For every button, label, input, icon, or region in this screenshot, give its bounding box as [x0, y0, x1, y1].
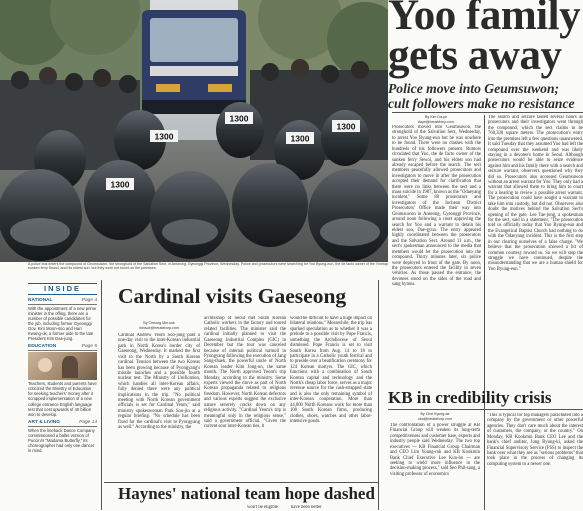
section-name: NATIONAL [28, 298, 53, 303]
kb-body-col1: The confrontation of a power struggle at KB Financial Group will weaken its long-term competitiveness and customer base, experts and industry people said Wednesday. The two top executives — KB Financial Group Chairman and CEO Lim Young-rok and KB Kookmin Bank Chief Executive Lee Kun-ho — are seeking to wield more influence in the decision-making process," said Seo Phil-sang, a visiting professor of economics [390, 423, 480, 477]
kb-headline[interactable]: KB in credibility crisis [388, 388, 552, 407]
page-ref: Page 5 [81, 344, 97, 350]
cardinal-body-col1: Cardinal Andrew Yeom Soo-jung paid a one-day visit to the inter-Korean industrial park in North Korea's border city of Gaeseong, Wednesday. It marked the first visit to the North by a South Korean cardinal. Tension between the two Koreas has been growing because of Pyongyang's missile launches and a possible fourth nuclear test. The Ministry of Unification, which handles all inter-Korean affairs, fully denied there were any political implications in the trip. "No political meeting with North Korean government officials is set for Cardinal Yeom," said ministry spokeswoman Park Soo-jin at a regular briefing. "No schedule has been fixed for the cardinal's visit to Pyongyang as well." According to the ministry, the [118, 333, 200, 431]
helmet-number: 1300 [229, 113, 249, 124]
kb-rule [388, 409, 583, 410]
inside-education[interactable] [28, 344, 97, 416]
section-name: ART & LIVING [28, 419, 60, 425]
cardinal-body-col2: archbishop of Seoul met South Korean Catholic workers in the factory and toured related facilities. The minister said the cardinal initially planned to visit the Gaeseong Industrial Complex (GIC) in December but the tour was canceled because of internal political turmoil in Pyongyang following the execution of Jang Song-thaek, the powerful uncle of North Korean leader Kim Jong-un, the same month. The North approved Yeom's trip Monday, according to the ministry. Some experts viewed the move as part of North Korean propaganda related to religious freedom. However, North Korean defectors and various experts suggest the exclusive nature severely cracks down on any religious activity. "Cardinal Yeom's trip is meaningful only in the religious sense," said a government official. "Given the current sour inter-Korean ties, it [204, 316, 286, 430]
haynes-body-col2: have been better [291, 505, 322, 510]
inside-sidebar [28, 283, 97, 453]
haynes-rule [104, 482, 378, 483]
kb-body-col2: "This is typical for top managers parachuted into a company by the government or other powerful agencies. They don't care much about the interest of customers, the company, or the country." On Monday, KB Kookmin Bank CEO Lee and the bank's chief auditor, Jung Byung-ki, asked the Financial Supervisory Service (FSS) to inspect the bank over what they see as "serious problems" that took place in the process of changing its computing system to a newer one. [487, 413, 583, 467]
inside-section-head [28, 298, 97, 305]
deck-rule [392, 112, 583, 113]
page-ref: Page 4 [81, 298, 97, 303]
lead-byline-email: daye@heraldcorp.com [417, 119, 455, 124]
haynes-body-col1: won't be eligible [247, 505, 279, 510]
lead-body-col1: Prosecutors moved into Geumsuwon, the stronghold of the Salvation Sect, Wednesday, to arrest Yoo Byung-eun but he was nowhere to be found. There were no clashes with the hundreds of his followers present. Rumors circulated that Yoo, the de facto owner of the sunken ferry Sewol, and his eldest son had already escaped before the search. The sect members peacefully allowed prosecutors and investigators to move in after the prosecution accepted their demand for clarification that there were no links between the sect and a mass suicide in 1987, known as the "Odaeyang incident." Some 80 prosecutors and investigators of the Incheon District Prosecutors' Office made their way into Geumsuwon in Anseong, Gyeonggi Province, around noon following a court approving the search for Yoo and a warrant to detain his eldest son, Dae-gyun. The entry appeared highly coordinated between the prosecutors and the Salvation Sect. Around 11 a.m., the sect's spokesman announced to the media that members would let the prosecution into the compound. Thirty minutes later, six police were deployed in front of the gate. By noon, the prosecutors entered the facility in seven vehicles. As those passed the entrance, the devotees stood on the sides of the road and sang hymns. [392, 125, 481, 288]
lead-deck: Police move into Geumsuwon; cult followers make no resistance [388, 81, 575, 111]
photo-credit: Yonhap [375, 262, 388, 266]
haynes-headline[interactable]: Haynes' national team hope dashed [118, 484, 375, 503]
inside-section-head [28, 344, 97, 351]
inside-title: INSIDE [28, 283, 97, 295]
page-ref: Page 14 [79, 419, 97, 425]
inside-national[interactable] [28, 298, 97, 341]
helmet-number: 1300 [110, 179, 130, 190]
kb-byline [390, 412, 480, 421]
sidebar-rule [101, 280, 102, 510]
kb-byline-email: cka@heraldcorp.com [417, 416, 452, 421]
cardinal-body-col3: would be difficult to have a huge impact on bilateral relations." Meanwhile, the trip has sparked speculation as to whether it was a prelude to a possible visit by Pope Francis, something the Archdiocese of Seoul dismissed. Pope Francis is set to visit South Korea from Aug. 14 to 18 to participate in a Catholic youth festival and to preside over a beatification ceremony for 124 Korean martyrs. The GIC, which functions with a combination of South Korean capital and technology and the North's cheap labor force, serves as a major revenue source for the cash-strapped state and is also the only remaining symbol of inter-Korean cooperation. More than 44,000 North Koreans work for more than 100 South Korean firms, producing clothes, shoes, watches and other labor-intensive goods. [290, 316, 372, 425]
section-teaser: When the lineback Dance Company commissioned a ballet version of Puccini's "Madama Butterfly," its choreographer had only one dancer in mind. [28, 427, 95, 453]
police-bus-photo-illustration [0, 0, 388, 262]
lead-byline [392, 115, 480, 124]
lead-byline-name: By Kim Da-ye [425, 115, 447, 119]
helmet-number: 1300 [336, 121, 356, 132]
section-name: EDUCATION [28, 344, 57, 350]
helmet-number: 1300 [290, 133, 310, 144]
inside-art-living[interactable] [28, 420, 97, 453]
helmet-number: 1300 [154, 131, 174, 142]
lead-headline[interactable]: Yoo family gets away [388, 0, 581, 79]
photo-caption [28, 262, 388, 271]
section-teaser: Teachers, students and parents have criticized the Ministry of Education for seeking teachers' money after it scrapped implementation of a new college entrance English language test that cost upwards of 40 billion won to develop. [28, 381, 97, 417]
column-rule [378, 280, 379, 510]
kb-byline-name: By Choi Kyung-ae [420, 412, 450, 416]
inside-section-head [28, 420, 97, 427]
cardinal-byline-name: By Cheong Min-suk [143, 321, 175, 325]
education-thumbnail [28, 352, 97, 380]
lead-body-col2: The search and seizure lasted several hours as prosecutors and their investigators went through the compound, which the sect claims to be 760,330 square meters. The prosecution's entry into the premises left a few questions unanswered. It said Tuesday that they assumed Yoo had left the compound over the weekend and was likely staying in a devotee's home in Seoul. Although prosecutors would be able to seize evidence against him and his family there with a search and seizure warrant, observers questioned why they did so. Prosecutors also accessed Geumsuwon without an arrest warrant for Yoo. They only had a warrant that allowed them to bring him to court for a hearing to review a possible arrest warrant. The prosecution could have sought a warrant to take him into custody, but did not. Observers also doubt the motives behind the Salvation Sect's opening of the gate. Lee Tae-jong, a spokesman for the sect, said in a statement, "The prosecution told us officially today that Yoo Byung-eun and the Evangelical Baptist Church had nothing to do with the Odaeyang incident. This is the first step in our clearing ourselves of a false charge. "We believe that the prosecution showed a bit of common courtesy toward us. So we will stop the struggle we have continued, despite the misunderstanding that we are a human shield for Yoo Byung-eun." [488, 115, 583, 272]
caption-text: A police bus enters the compound of Geumsuwon, the stronghold of the Salvation Sect, in Anseong, Gyeonggi Province, Wednesday. Police and prosecutors were searching for Yoo Byung-eun, the de facto owner of the sunken ferry Sewol, and his eldest son, but they were not found on the premises. [28, 262, 375, 271]
lead-photo [0, 0, 388, 262]
section-teaser: With the appointment of a new prime minister in the offing, there are a number of possible candidates for the job, including former Gyeonggi Gov. Kim Moon-soo and Han Kwang-ok, a former aide to the late President Kim Dae-jung. [28, 306, 97, 342]
cardinal-byline [118, 321, 200, 330]
cardinal-headline[interactable]: Cardinal visits Gaeseong [118, 284, 347, 308]
cardinal-byline-email: minsuk@heraldcorp.com [139, 325, 179, 330]
column-rule [484, 115, 485, 510]
